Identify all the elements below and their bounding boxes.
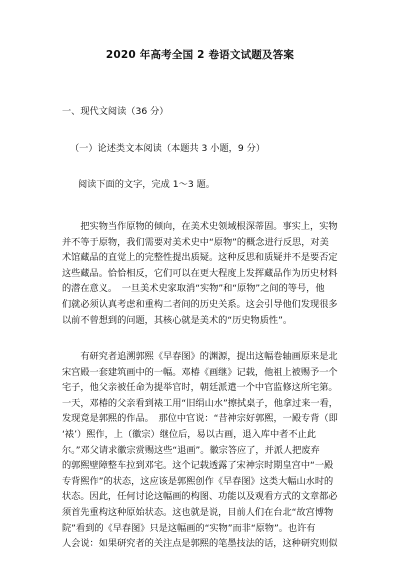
paragraph-line: 院”看到的《早春图》只是这幅画的“实物”而非“原物”。也许有 [62, 522, 316, 534]
paragraph-2 [62, 349, 348, 552]
section-heading: 一、现代文阅读（36 分） [62, 106, 169, 117]
paragraph-1 [62, 219, 348, 328]
paragraph-line: 人会说：如果研究者的关注点是郭熙的笔墨技法的话，这种研究则似 [62, 538, 338, 550]
reading-instruction: 阅读下面的文字，完成 1～3 题。 [78, 179, 215, 190]
paragraph-line: 术馆藏品的直觉上的完整性提出质疑。这种反思和质疑并不是要否定 [62, 252, 338, 264]
paragraph-line: 并不等于原物，我们需要对美术史中“原物”的概念进行反思，对美 [62, 236, 329, 248]
paragraph-line: 的潜在意义。 一旦美术史家取消“实物”和“原物”之间的等号，他 [62, 283, 325, 295]
sub-section-heading: （一）论述类文本阅读（本题共 3 小题，9 分） [70, 143, 266, 154]
paragraph-line: 宅子，他父亲被任命为提举官时，朝廷派遣一个中官监修这所宅第。 [62, 382, 338, 394]
paragraph-line: 宋宫殿一套建筑画中的一幅。邓椿《画继》记载，他祖上被赐予一个 [62, 366, 338, 378]
paragraph-line: 一天，邓椿的父亲看到裱工用“旧绢山水”擦拭桌子，他拿过来一看， [62, 397, 338, 409]
paragraph-line: 的郭熙壁障整车拉到邓宅。这个记载透露了宋神宗时期皇宫中“一殿 [62, 460, 334, 472]
paragraph-line: 有研究者追溯郭熙《早春图》的渊源，提出这幅卷轴画原来是北 [62, 351, 338, 362]
paragraph-line: 们就必须认真考虑和重构二者间的历史关系。这会引导他们发现很多 [62, 298, 338, 310]
paragraph-line: 把实物当作原物的倾向，在美术史领域根深蒂固。事实上，实物 [62, 221, 338, 232]
paragraph-line: 发现竟是郭熙的作品。 那位中官说：“昔神宗好郭熙，一殿专背（即 [62, 413, 338, 425]
paragraph-line: ‘裱’）熙作，上（徽宗）继位后，易以古画，退入库中者不止此 [62, 428, 316, 440]
paragraph-line: 状态。因此，任何讨论这幅画的构图、功能以及观看方式的文章都必 [62, 491, 338, 503]
paragraph-line: 以前不曾想到的问题，其核心就是美术的“历史物质性”。 [62, 314, 293, 326]
document-title: 2020 年高考全国 2 卷语文试题及答案 [105, 49, 295, 61]
paragraph-line: 专背熙作”的状态，这应该是郭熙创作《早春图》这类大幅山水时的 [62, 475, 334, 487]
paragraph-line: 须首先重构这种原始状态。这也就是说，目前人们在台北“故宫博物 [62, 506, 334, 518]
paragraph-line: 尔。”邓父请求徽宗赏赐这些“退画”。徽宗答应了，并派人把废弃 [62, 444, 320, 456]
paragraph-line: 这些藏品。恰恰相反，它们可以在更大程度上发挥藏品作为历史材料 [62, 267, 338, 279]
